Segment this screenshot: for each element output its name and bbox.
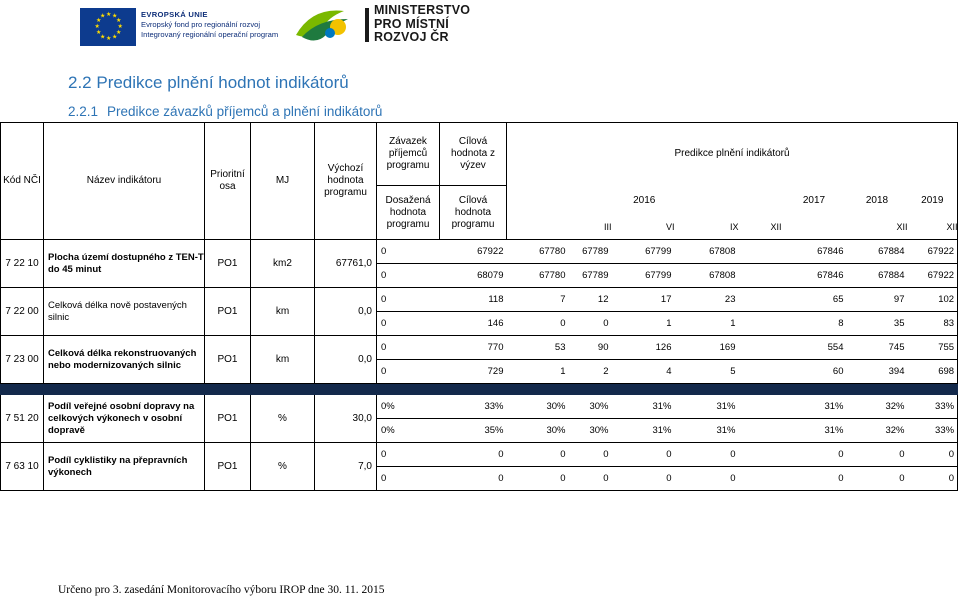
cell: 0 xyxy=(377,443,440,467)
cell: 0 xyxy=(612,443,675,467)
cell: 4 xyxy=(612,360,675,384)
cell: 0 xyxy=(377,336,440,360)
cell: 5 xyxy=(675,360,739,384)
row-osa: PO1 xyxy=(205,443,251,491)
cell: 33% xyxy=(440,395,507,419)
cell: 35% xyxy=(440,419,507,443)
cell: 67922 xyxy=(440,240,507,264)
row-mj: km xyxy=(251,288,315,336)
row-kod: 7 22 10 xyxy=(1,240,44,288)
svg-text:★: ★ xyxy=(116,17,122,24)
svg-text:★: ★ xyxy=(96,17,102,24)
cell: 0 xyxy=(739,443,847,467)
row-mj: km xyxy=(251,336,315,384)
header-period-ix: IX xyxy=(729,222,739,233)
row-nazev: Podíl cyklistiky na přepravních výkonech xyxy=(44,443,205,491)
cell: 97 xyxy=(847,288,908,312)
footer-text: Určeno pro 3. zasedání Monitorovacího výboru IROP dne 30. 11. 2015 xyxy=(58,584,385,596)
svg-text:★: ★ xyxy=(117,23,123,30)
header-year-2017: 2017 xyxy=(802,194,826,206)
cell: 67799 xyxy=(612,264,675,288)
eu-flag-logo xyxy=(80,8,136,46)
row-mj: km2 xyxy=(251,240,315,288)
row-osa: PO1 xyxy=(205,336,251,384)
cell: 0 xyxy=(377,288,440,312)
cell: 745 xyxy=(847,336,908,360)
header-period-iii: III xyxy=(603,222,612,233)
header-period-vi: VI xyxy=(665,222,675,233)
cell: 0 xyxy=(569,467,612,491)
cell: 53 xyxy=(507,336,569,360)
row-vychozi: 67761,0 xyxy=(315,240,377,288)
row-mj: % xyxy=(251,443,315,491)
cell: 755 xyxy=(908,336,958,360)
header-dosazena: Dosažená hodnota programu xyxy=(377,186,440,240)
header-period-xii-2018: XII xyxy=(946,222,958,233)
cell: 0 xyxy=(612,467,675,491)
row-kod: 7 22 00 xyxy=(1,288,44,336)
row-nazev: Celková délka rekonstruovaných nebo modernizovaných silnic xyxy=(44,336,205,384)
cell: 67789 xyxy=(569,264,612,288)
cell: 23 xyxy=(675,288,739,312)
table-separator xyxy=(1,384,958,395)
row-nazev: Podíl veřejné osobní dopravy na celkových výkonech v osobní dopravě xyxy=(44,395,205,443)
separator-bar xyxy=(1,384,958,395)
cell: 0 xyxy=(908,467,958,491)
cell: 83 xyxy=(908,312,958,336)
cell: 554 xyxy=(739,336,847,360)
svg-text:★: ★ xyxy=(112,33,118,41)
cell: 0 xyxy=(440,467,507,491)
header-year-2016: 2016 xyxy=(507,186,782,216)
cell: 0 xyxy=(847,467,908,491)
header-osa: Prioritní osa xyxy=(205,123,251,240)
cell: 169 xyxy=(675,336,739,360)
row-kod: 7 51 20 xyxy=(1,395,44,443)
table-row xyxy=(1,288,958,312)
table-row xyxy=(1,240,958,264)
cell: 0 xyxy=(377,240,440,264)
row-vychozi: 30,0 xyxy=(315,395,377,443)
cell: 65 xyxy=(739,288,847,312)
cell: 31% xyxy=(675,419,739,443)
subsection-number: 2.2.1 xyxy=(68,104,99,119)
table-row xyxy=(1,336,958,360)
header-predikce: Predikce plnění indikátorů xyxy=(507,123,958,186)
cell: 67808 xyxy=(675,264,739,288)
svg-text:★: ★ xyxy=(106,35,112,42)
header-period-xii: XII xyxy=(770,222,782,233)
cell: 0 xyxy=(569,443,612,467)
cell: 0 xyxy=(440,443,507,467)
row-vychozi: 0,0 xyxy=(315,288,377,336)
cell: 698 xyxy=(908,360,958,384)
svg-text:★: ★ xyxy=(106,11,112,18)
header-zavazek: Závazek příjemců programu xyxy=(377,123,440,186)
row-kod: 7 63 10 xyxy=(1,443,44,491)
header-mj: MJ xyxy=(251,123,315,240)
svg-text:★: ★ xyxy=(112,12,118,20)
cell: 32% xyxy=(847,419,908,443)
row-osa: PO1 xyxy=(205,240,251,288)
cell: 0 xyxy=(675,443,739,467)
cell: 102 xyxy=(908,288,958,312)
svg-text:★: ★ xyxy=(100,12,106,20)
cell: 67780 xyxy=(507,240,569,264)
subsection-title xyxy=(68,104,382,119)
svg-text:★: ★ xyxy=(94,23,100,30)
cell: 31% xyxy=(612,419,675,443)
cell: 0 xyxy=(739,467,847,491)
irop-logo xyxy=(292,5,356,50)
cell: 1 xyxy=(612,312,675,336)
row-osa: PO1 xyxy=(205,288,251,336)
cell: 394 xyxy=(847,360,908,384)
row-nazev: Celková délka nově postavených silnic xyxy=(44,288,205,336)
svg-text:★: ★ xyxy=(100,33,106,41)
cell: 31% xyxy=(675,395,739,419)
cell: 35 xyxy=(847,312,908,336)
cell: 30% xyxy=(507,395,569,419)
cell: 67884 xyxy=(847,264,908,288)
cell: 0 xyxy=(569,312,612,336)
header-year-2018: 2018 xyxy=(865,194,889,206)
cell: 8 xyxy=(739,312,847,336)
table-row xyxy=(1,443,958,467)
cell: 67808 xyxy=(675,240,739,264)
header-kod: Kód NČI xyxy=(1,123,44,240)
header-cilova-vyzev: Cílová hodnota z výzev xyxy=(440,123,507,186)
cell: 17 xyxy=(612,288,675,312)
eu-logo-text: EVROPSKÁ UNIE Evropský fond pro regionální rozvoj Integrovaný regionální operační program xyxy=(141,10,279,39)
cell: 31% xyxy=(739,395,847,419)
cell: 1 xyxy=(507,360,569,384)
cell: 33% xyxy=(908,395,958,419)
cell: 0 xyxy=(377,264,440,288)
row-nazev: Plocha území dostupného z TEN-T do 45 minut xyxy=(44,240,205,288)
section-title: 2.2 Predikce plnění hodnot indikátorů xyxy=(68,73,349,92)
cell: 729 xyxy=(440,360,507,384)
cell: 126 xyxy=(612,336,675,360)
cell: 67789 xyxy=(569,240,612,264)
cell: 31% xyxy=(739,419,847,443)
cell: 30% xyxy=(569,419,612,443)
cell: 0 xyxy=(675,467,739,491)
cell: 30% xyxy=(569,395,612,419)
cell: 770 xyxy=(440,336,507,360)
row-vychozi: 7,0 xyxy=(315,443,377,491)
cell: 0 xyxy=(377,312,440,336)
cell: 0% xyxy=(377,419,440,443)
cell: 67922 xyxy=(908,264,958,288)
subsection-label: Predikce závazků příjemců a plnění indikátorů xyxy=(107,104,383,119)
cell: 67846 xyxy=(739,264,847,288)
cell: 12 xyxy=(569,288,612,312)
header-period-xii-2017: XII xyxy=(896,222,908,233)
mmr-logo-text: MINISTERSTVO PRO MÍSTNÍ ROZVOJ ČR xyxy=(374,3,471,44)
cell: 7 xyxy=(507,288,569,312)
header-year-2019: 2019 xyxy=(908,186,958,216)
header-nazev: Název indikátoru xyxy=(44,123,205,240)
indicator-table xyxy=(0,122,958,491)
cell: 67922 xyxy=(908,240,958,264)
table-row xyxy=(1,395,958,419)
cell: 0 xyxy=(847,443,908,467)
mmr-logo-mark xyxy=(365,8,369,47)
header-period-blank xyxy=(507,216,527,240)
cell: 31% xyxy=(612,395,675,419)
cell: 0% xyxy=(377,395,440,419)
cell: 0 xyxy=(377,360,440,384)
cell: 68079 xyxy=(440,264,507,288)
row-vychozi: 0,0 xyxy=(315,336,377,384)
cell: 2 xyxy=(569,360,612,384)
cell: 0 xyxy=(507,443,569,467)
row-kod: 7 23 00 xyxy=(1,336,44,384)
cell: 90 xyxy=(569,336,612,360)
cell: 33% xyxy=(908,419,958,443)
cell: 67780 xyxy=(507,264,569,288)
cell: 118 xyxy=(440,288,507,312)
cell: 60 xyxy=(739,360,847,384)
cell: 0 xyxy=(377,467,440,491)
cell: 67884 xyxy=(847,240,908,264)
svg-text:★: ★ xyxy=(96,29,102,36)
cell: 67799 xyxy=(612,240,675,264)
cell: 32% xyxy=(847,395,908,419)
header-vychozi: Výchozí hodnota programu xyxy=(315,123,377,240)
cell: 1 xyxy=(675,312,739,336)
svg-text:★: ★ xyxy=(116,29,122,36)
header-cilova-programu: Cílová hodnota programu xyxy=(440,186,507,240)
cell: 67846 xyxy=(739,240,847,264)
row-osa: PO1 xyxy=(205,395,251,443)
cell: 30% xyxy=(507,419,569,443)
cell: 146 xyxy=(440,312,507,336)
cell: 0 xyxy=(507,467,569,491)
cell: 0 xyxy=(507,312,569,336)
row-mj: % xyxy=(251,395,315,443)
cell: 0 xyxy=(908,443,958,467)
